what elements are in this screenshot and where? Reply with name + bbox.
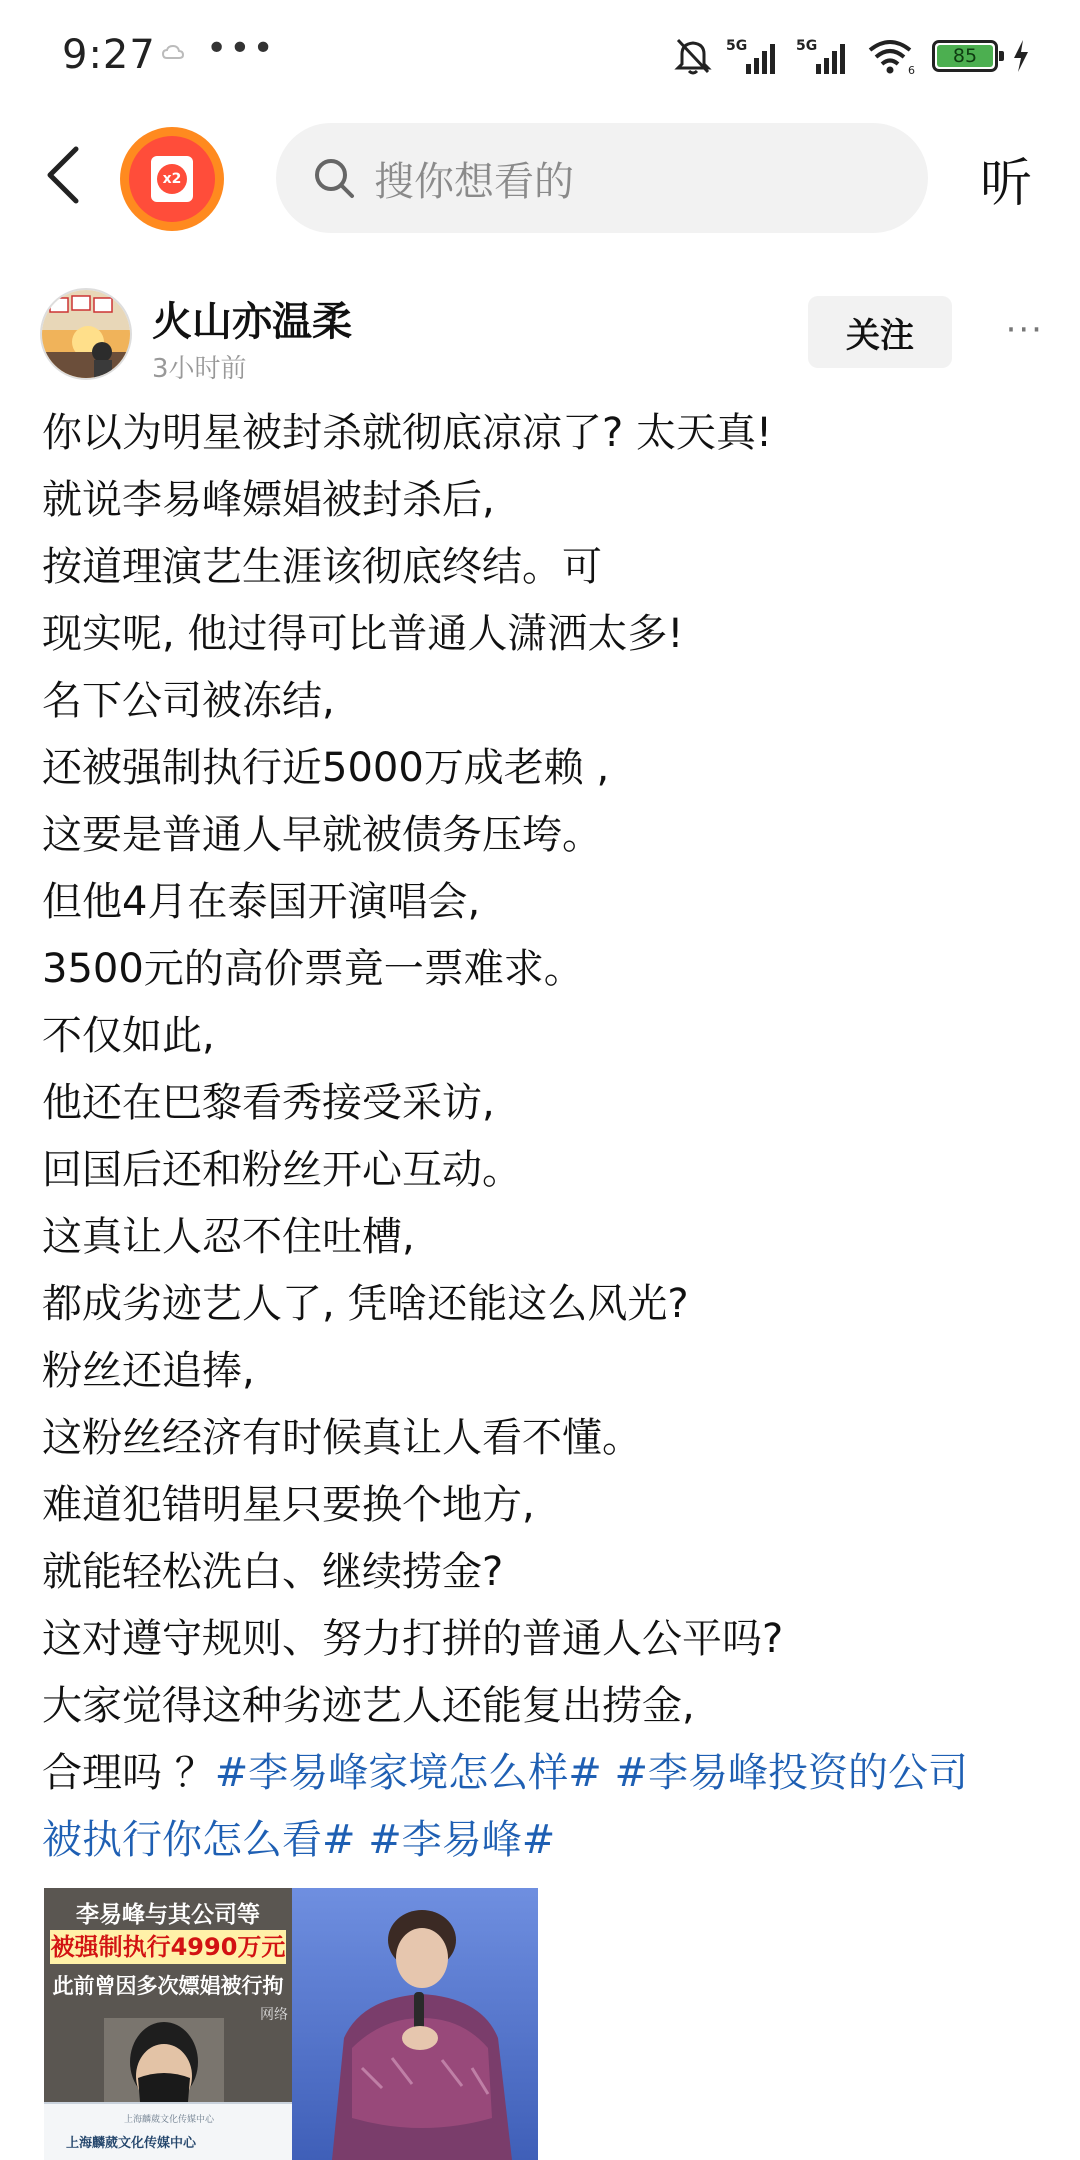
post-line: 回国后还和粉丝开心互动。 bbox=[42, 1147, 522, 1193]
post-line: 3500元的高价票竟一票难求。 bbox=[42, 946, 584, 992]
chevron-left-icon bbox=[40, 145, 92, 205]
wifi-icon bbox=[866, 36, 918, 76]
singer-photo bbox=[292, 1888, 538, 2160]
post-line-with-hashtags bbox=[42, 1807, 1052, 1874]
more-options-icon[interactable]: ··· bbox=[1005, 310, 1044, 350]
concert-image bbox=[292, 1888, 538, 2160]
post-line-with-hashtags bbox=[42, 1740, 1052, 1807]
image-title: 李易峰与其公司等 bbox=[76, 1902, 260, 1928]
more-notifications-icon: ••• bbox=[206, 28, 276, 69]
mute-bell-icon bbox=[674, 36, 712, 76]
top-nav bbox=[0, 115, 1080, 235]
svg-text:5G: 5G bbox=[726, 38, 748, 54]
post-text: 合理吗 ？ bbox=[42, 1750, 215, 1796]
post-image[interactable] bbox=[44, 1888, 538, 2160]
post-line: 粉丝还追捧, bbox=[42, 1348, 255, 1394]
post-line: 都成劣迹艺人了, 凭啥还能这么风光? bbox=[42, 1281, 689, 1327]
follow-button[interactable]: 关注 bbox=[808, 296, 952, 368]
post-line: 你以为明星被封杀就彻底凉凉了? 太天真! bbox=[42, 410, 772, 456]
charging-bolt-icon bbox=[1012, 39, 1030, 73]
hashtag-link[interactable]: #李易峰投资的公司 bbox=[614, 1750, 968, 1796]
red-envelope-icon bbox=[151, 156, 193, 202]
post-line: 难道犯错明星只要换个地方, bbox=[42, 1482, 535, 1528]
red-packet-button[interactable] bbox=[120, 127, 224, 231]
post-line: 这对遵守规则、努力打拼的普通人公平吗? bbox=[42, 1616, 784, 1662]
listen-button[interactable]: 听 bbox=[979, 154, 1032, 214]
post-line: 大家觉得这种劣迹艺人还能复出捞金, bbox=[42, 1683, 695, 1729]
status-icons bbox=[674, 34, 1030, 78]
post-line: 这真让人忍不住吐槽, bbox=[42, 1214, 415, 1260]
post-line: 但他4月在泰国开演唱会, bbox=[42, 879, 481, 925]
news-image bbox=[44, 1888, 292, 2160]
hashtag-link[interactable]: #李易峰# bbox=[368, 1817, 556, 1863]
post-line: 这粉丝经济有时候真让人看不懂。 bbox=[42, 1415, 642, 1461]
search-icon bbox=[312, 156, 356, 200]
status-bar bbox=[0, 0, 1080, 110]
search-input[interactable] bbox=[276, 123, 928, 233]
search-placeholder: 搜你想看的 bbox=[374, 158, 574, 205]
back-button[interactable] bbox=[40, 145, 92, 205]
hashtag-link[interactable]: 被执行你怎么看# bbox=[42, 1817, 356, 1863]
signal-5g-icon-2 bbox=[796, 36, 852, 76]
post-line: 还被强制执行近5000万成老赖 , bbox=[42, 745, 610, 791]
status-time: 9:27 bbox=[62, 32, 156, 78]
image-source: 网络 bbox=[260, 2007, 288, 2023]
author-name[interactable]: 火山亦温柔 bbox=[152, 299, 352, 345]
post-line: 他还在巴黎看秀接受采访, bbox=[42, 1080, 495, 1126]
battery-level: 85 bbox=[937, 45, 993, 67]
hashtag-link[interactable]: #李易峰家境怎么样# bbox=[214, 1750, 602, 1796]
author-row bbox=[0, 276, 1080, 396]
svg-text:6: 6 bbox=[908, 64, 915, 76]
redpack-badge: x2 bbox=[157, 164, 187, 194]
post-line: 不仅如此, bbox=[42, 1013, 215, 1059]
post-line: 按道理演艺生涯该彻底终结。可 bbox=[42, 544, 602, 590]
panel-company: 上海麟葳文化传媒中心 bbox=[66, 2136, 197, 2151]
image-subtitle: 此前曾因多次嫖娼被行拘 bbox=[52, 1974, 284, 1998]
panel-caption: 上海麟葳文化传媒中心 bbox=[124, 2115, 215, 2125]
cloud-icon bbox=[162, 44, 184, 60]
battery-icon bbox=[932, 40, 998, 72]
svg-text:5G: 5G bbox=[796, 38, 818, 54]
signal-5g-icon bbox=[726, 36, 782, 76]
post-line: 现实呢, 他过得可比普通人潇洒太多! bbox=[42, 611, 684, 657]
company-info-panel bbox=[44, 2102, 292, 2160]
post-line: 这要是普通人早就被债务压垮。 bbox=[42, 812, 602, 858]
post-line: 名下公司被冻结, bbox=[42, 678, 335, 724]
image-highlight-title: 被强制执行4990万元 bbox=[50, 1930, 286, 1964]
post-time: 3小时前 bbox=[152, 354, 247, 384]
avatar[interactable] bbox=[40, 288, 132, 380]
post-line: 就说李易峰嫖娼被封杀后, bbox=[42, 477, 495, 523]
post-body bbox=[42, 400, 1052, 1874]
post-line: 就能轻松洗白、继续捞金? bbox=[42, 1549, 504, 1595]
